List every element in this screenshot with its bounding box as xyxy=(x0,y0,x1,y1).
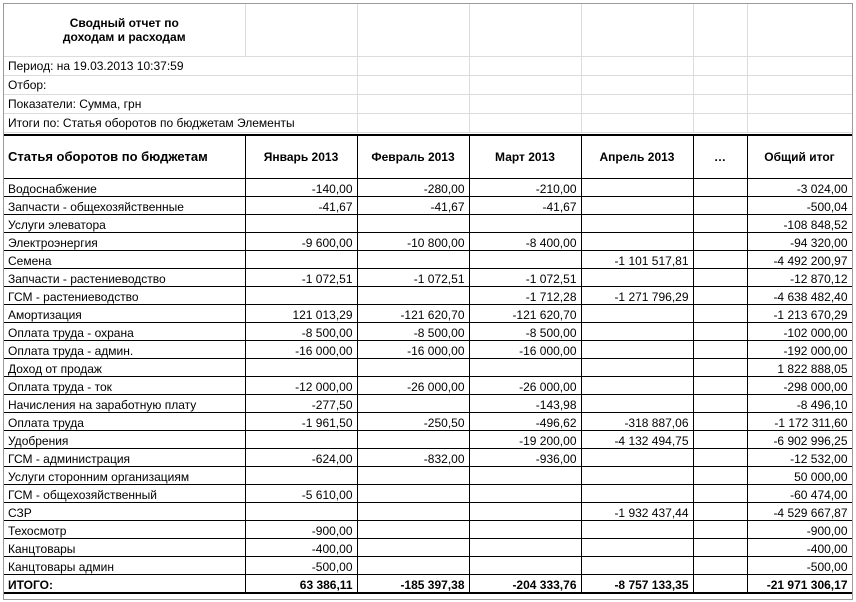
value-cell xyxy=(581,485,693,503)
value-cell: -400,00 xyxy=(747,539,852,557)
value-cell xyxy=(693,503,747,521)
value-cell xyxy=(245,503,357,521)
table-row xyxy=(4,521,852,539)
value-cell xyxy=(581,521,693,539)
value-cell: -4 132 494,75 xyxy=(581,431,693,449)
value-cell xyxy=(581,215,693,233)
value-cell: -102 000,00 xyxy=(747,323,852,341)
value-cell: -6 902 996,25 xyxy=(747,431,852,449)
value-cell xyxy=(693,467,747,485)
value-cell xyxy=(357,431,469,449)
table-row xyxy=(4,341,852,359)
value-cell xyxy=(469,251,581,269)
value-cell: -8 496,10 xyxy=(747,395,852,413)
value-cell: -500,00 xyxy=(245,557,357,575)
row-label: ГСМ - администрация xyxy=(4,449,245,467)
column-header-feb: Февраль 2013 xyxy=(357,135,469,179)
value-cell xyxy=(357,287,469,305)
table-body xyxy=(4,179,852,594)
value-cell: -192 000,00 xyxy=(747,341,852,359)
value-cell xyxy=(693,251,747,269)
table-row xyxy=(4,539,852,557)
value-cell: -500,04 xyxy=(747,197,852,215)
value-cell xyxy=(693,215,747,233)
table-row xyxy=(4,323,852,341)
total-value-cell: 63 386,11 xyxy=(245,575,357,594)
value-cell xyxy=(693,197,747,215)
row-label: Техосмотр xyxy=(4,521,245,539)
value-cell: -1 172 311,60 xyxy=(747,413,852,431)
value-cell xyxy=(469,359,581,377)
value-cell xyxy=(357,503,469,521)
value-cell: -4 638 482,40 xyxy=(747,287,852,305)
column-header-item: Статья оборотов по бюджетам xyxy=(4,135,245,179)
value-cell xyxy=(357,395,469,413)
value-cell: -400,00 xyxy=(245,539,357,557)
value-cell: -900,00 xyxy=(747,521,852,539)
value-cell xyxy=(245,251,357,269)
row-label: СЗР xyxy=(4,503,245,521)
value-cell xyxy=(693,539,747,557)
value-cell: -41,67 xyxy=(357,197,469,215)
value-cell: -121 620,70 xyxy=(469,305,581,323)
value-cell xyxy=(693,269,747,287)
value-cell xyxy=(581,557,693,575)
value-cell: -41,67 xyxy=(245,197,357,215)
report-totals-by: Итоги по: Статья оборотов по бюджетам Элементы xyxy=(4,113,357,132)
value-cell: -9 600,00 xyxy=(245,233,357,251)
value-cell: -496,62 xyxy=(469,413,581,431)
value-cell xyxy=(693,341,747,359)
value-cell xyxy=(693,395,747,413)
row-label: Оплата труда - охрана xyxy=(4,323,245,341)
table-header-row xyxy=(4,135,852,179)
table-row xyxy=(4,485,852,503)
row-label: Водоснабжение xyxy=(4,179,245,197)
total-value-cell: -8 757 133,35 xyxy=(581,575,693,594)
value-cell: -41,67 xyxy=(469,197,581,215)
value-cell xyxy=(693,377,747,395)
value-cell xyxy=(581,179,693,197)
value-cell: -94 320,00 xyxy=(747,233,852,251)
value-cell: -8 500,00 xyxy=(357,323,469,341)
value-cell xyxy=(245,215,357,233)
value-cell: -210,00 xyxy=(469,179,581,197)
report-title-line1: Сводный отчет по xyxy=(69,15,179,30)
report-filter: Отбор: xyxy=(4,75,357,94)
row-label: Удобрения xyxy=(4,431,245,449)
value-cell xyxy=(581,449,693,467)
value-cell: -624,00 xyxy=(245,449,357,467)
value-cell xyxy=(581,341,693,359)
value-cell xyxy=(693,179,747,197)
value-cell: -12 532,00 xyxy=(747,449,852,467)
value-cell: -500,00 xyxy=(747,557,852,575)
value-cell: -4 492 200,97 xyxy=(747,251,852,269)
row-label: ГСМ - общехозяйственный xyxy=(4,485,245,503)
value-cell xyxy=(693,287,747,305)
table-row xyxy=(4,503,852,521)
report-frame xyxy=(3,3,853,600)
value-cell xyxy=(357,485,469,503)
value-cell: -5 610,00 xyxy=(245,485,357,503)
value-cell: -12 000,00 xyxy=(245,377,357,395)
table-row xyxy=(4,431,852,449)
value-cell: -318 887,06 xyxy=(581,413,693,431)
value-cell: -19 200,00 xyxy=(469,431,581,449)
table-row xyxy=(4,359,852,377)
value-cell xyxy=(357,521,469,539)
total-value-cell xyxy=(693,575,747,594)
value-cell xyxy=(581,377,693,395)
value-cell: 1 822 888,05 xyxy=(747,359,852,377)
value-cell: -60 474,00 xyxy=(747,485,852,503)
value-cell xyxy=(245,467,357,485)
table-row xyxy=(4,395,852,413)
report-title-line2: доходам и расходам xyxy=(62,29,186,44)
value-cell xyxy=(581,323,693,341)
value-cell: -900,00 xyxy=(245,521,357,539)
value-cell: -1 712,28 xyxy=(469,287,581,305)
total-value-cell: -185 397,38 xyxy=(357,575,469,594)
value-cell xyxy=(469,485,581,503)
value-cell xyxy=(469,521,581,539)
value-cell xyxy=(581,305,693,323)
value-cell: -16 000,00 xyxy=(357,341,469,359)
value-cell: -3 024,00 xyxy=(747,179,852,197)
value-cell xyxy=(469,503,581,521)
row-label: Канцтовары xyxy=(4,539,245,557)
value-cell: -1 072,51 xyxy=(245,269,357,287)
row-label: Канцтовары админ xyxy=(4,557,245,575)
report-table xyxy=(4,4,853,594)
total-value-cell: -204 333,76 xyxy=(469,575,581,594)
value-cell xyxy=(693,485,747,503)
table-row xyxy=(4,197,852,215)
value-cell: -1 072,51 xyxy=(357,269,469,287)
table-row xyxy=(4,557,852,575)
value-cell xyxy=(357,467,469,485)
value-cell: -1 213 670,29 xyxy=(747,305,852,323)
total-value-cell: -21 971 306,17 xyxy=(747,575,852,594)
report-period: Период: на 19.03.2013 10:37:59 xyxy=(4,56,357,75)
row-label: Оплата труда - ток xyxy=(4,377,245,395)
report-indicators: Показатели: Сумма, грн xyxy=(4,94,357,113)
column-header-total: Общий итог xyxy=(747,135,852,179)
value-cell xyxy=(693,557,747,575)
value-cell: -140,00 xyxy=(245,179,357,197)
table-row xyxy=(4,215,852,233)
value-cell: 121 013,29 xyxy=(245,305,357,323)
column-header-ellipsis: … xyxy=(693,135,747,179)
value-cell: -298 000,00 xyxy=(747,377,852,395)
report-title xyxy=(4,4,245,56)
total-label: ИТОГО: xyxy=(4,575,245,594)
table-row xyxy=(4,467,852,485)
value-cell xyxy=(357,359,469,377)
value-cell: -1 932 437,44 xyxy=(581,503,693,521)
value-cell xyxy=(693,323,747,341)
value-cell xyxy=(469,539,581,557)
value-cell: -1 961,50 xyxy=(245,413,357,431)
row-label: Электроэнергия xyxy=(4,233,245,251)
value-cell xyxy=(581,395,693,413)
value-cell xyxy=(581,269,693,287)
value-cell xyxy=(581,233,693,251)
value-cell xyxy=(469,557,581,575)
value-cell: -936,00 xyxy=(469,449,581,467)
value-cell xyxy=(693,359,747,377)
value-cell xyxy=(581,539,693,557)
value-cell xyxy=(245,287,357,305)
value-cell: -16 000,00 xyxy=(245,341,357,359)
value-cell xyxy=(581,467,693,485)
value-cell xyxy=(357,539,469,557)
value-cell: -4 529 667,87 xyxy=(747,503,852,521)
table-row xyxy=(4,269,852,287)
row-label: Начисления на заработную плату xyxy=(4,395,245,413)
value-cell: -10 800,00 xyxy=(357,233,469,251)
column-header-mar: Март 2013 xyxy=(469,135,581,179)
row-label: Амортизация xyxy=(4,305,245,323)
value-cell xyxy=(693,413,747,431)
value-cell: -8 500,00 xyxy=(469,323,581,341)
value-cell: -121 620,70 xyxy=(357,305,469,323)
table-row xyxy=(4,449,852,467)
value-cell: -277,50 xyxy=(245,395,357,413)
row-label: Услуги сторонним организациям xyxy=(4,467,245,485)
value-cell: -12 870,12 xyxy=(747,269,852,287)
value-cell xyxy=(245,431,357,449)
value-cell xyxy=(469,467,581,485)
value-cell: -108 848,52 xyxy=(747,215,852,233)
value-cell: -280,00 xyxy=(357,179,469,197)
value-cell xyxy=(581,197,693,215)
value-cell: -1 271 796,29 xyxy=(581,287,693,305)
value-cell: -250,50 xyxy=(357,413,469,431)
row-label: Услуги элеватора xyxy=(4,215,245,233)
total-row xyxy=(4,575,852,594)
row-label: Запчасти - общехозяйственные xyxy=(4,197,245,215)
value-cell: -1 072,51 xyxy=(469,269,581,287)
value-cell: -1 101 517,81 xyxy=(581,251,693,269)
row-label: ГСМ - растениеводство xyxy=(4,287,245,305)
value-cell xyxy=(693,431,747,449)
table-row xyxy=(4,251,852,269)
column-header-jan: Январь 2013 xyxy=(245,135,357,179)
value-cell: -832,00 xyxy=(357,449,469,467)
table-row xyxy=(4,287,852,305)
value-cell: -26 000,00 xyxy=(469,377,581,395)
value-cell xyxy=(357,557,469,575)
value-cell xyxy=(245,359,357,377)
value-cell xyxy=(581,359,693,377)
value-cell: -8 400,00 xyxy=(469,233,581,251)
value-cell xyxy=(693,449,747,467)
table-row xyxy=(4,413,852,431)
column-header-apr: Апрель 2013 xyxy=(581,135,693,179)
row-label: Доход от продаж xyxy=(4,359,245,377)
table-row xyxy=(4,305,852,323)
value-cell: -26 000,00 xyxy=(357,377,469,395)
table-row xyxy=(4,377,852,395)
table-row xyxy=(4,233,852,251)
value-cell xyxy=(469,215,581,233)
table-row xyxy=(4,179,852,197)
value-cell: -8 500,00 xyxy=(245,323,357,341)
row-label: Оплата труда xyxy=(4,413,245,431)
value-cell xyxy=(357,251,469,269)
value-cell xyxy=(357,215,469,233)
value-cell: -143,98 xyxy=(469,395,581,413)
row-label: Семена xyxy=(4,251,245,269)
value-cell: 50 000,00 xyxy=(747,467,852,485)
value-cell xyxy=(693,521,747,539)
value-cell: -16 000,00 xyxy=(469,341,581,359)
value-cell xyxy=(693,233,747,251)
row-label: Запчасти - растениеводство xyxy=(4,269,245,287)
row-label: Оплата труда - админ. xyxy=(4,341,245,359)
value-cell xyxy=(693,305,747,323)
